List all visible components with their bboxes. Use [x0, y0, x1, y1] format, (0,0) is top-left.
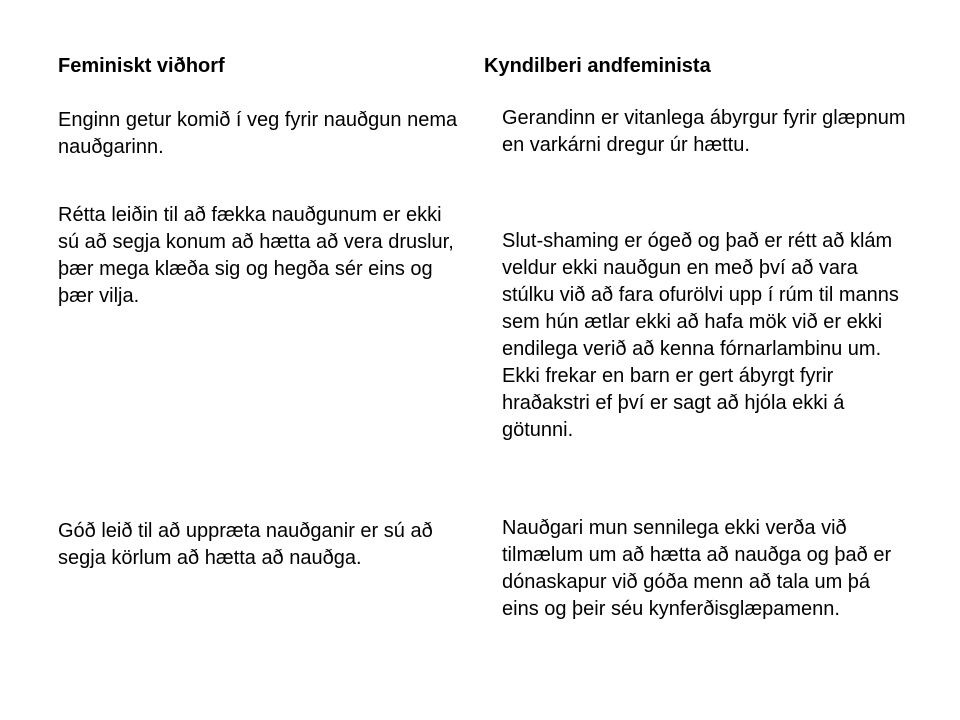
antifeminist-heading: Kyndilberi andfeminista	[484, 55, 711, 77]
feminist-heading: Feminiskt viðhorf	[58, 55, 225, 77]
antifeminist-paragraph-1: Gerandinn er vitanlega ábyrgur fyrir glæpnum en varkárni dregur úr hættu.	[502, 107, 906, 156]
antifeminist-paragraph-2: Slut-shaming er ógeð og það er rétt að klám veldur ekki nauðgun en með því að vara stúlku við að fara ofurölvi upp í rúm til manns sem hún ætlar ekki að hafa mök við er ekki endilega verið að kenna fórnarlambinu um. Ekki frekar en barn er gert ábyrgt fyrir hraðakstri ef því er sagt að hjóla ekki á götunni.	[502, 230, 899, 441]
feminist-paragraph-1: Enginn getur komið í veg fyrir nauðgun nema nauðgarinn.	[58, 109, 458, 158]
feminist-paragraph-2: Rétta leiðin til að fækka nauðgunum er ekki sú að segja konum að hætta að vera druslur, þær mega klæða sig og hegða sér eins og þær vilja.	[58, 204, 454, 307]
feminist-paragraph-3: Góð leið til að uppræta nauðganir er sú að segja körlum að hætta að nauðga.	[58, 520, 433, 569]
antifeminist-paragraph-3: Nauðgari mun sennilega ekki verða við tilmælum um að hætta að nauðga og það er dónaskapur við góða menn að tala um þá eins og þeir séu kynferðisglæpamenn.	[502, 517, 892, 620]
